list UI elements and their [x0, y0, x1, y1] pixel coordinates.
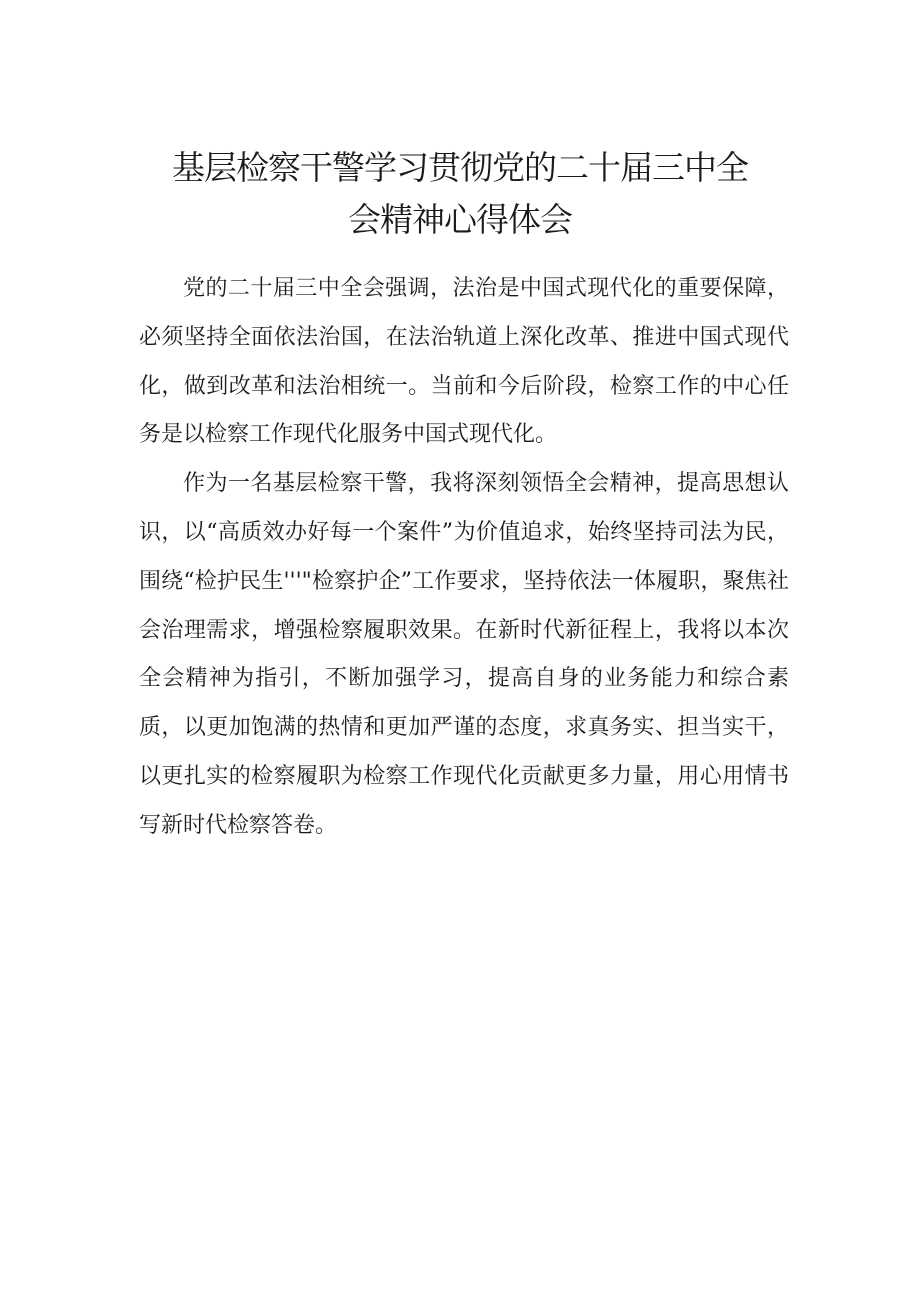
- paragraph-2: 作为一名基层检察干警，我将深刻领悟全会精神，提高思想认识，以“高质效办好每一个案件”为价值追求，始终坚持司法为民，围绕“检护民生'''"检察护企”工作要求，坚持依法一体履职，聚焦社会治理需求，增强检察履职效果。在新时代新征程上，我将以本次全会精神为指引，不断加强学习，提高自身的业务能力和综合素质，以更加饱满的热情和更加严谨的态度，求真务实、担当实干，以更扎实的检察履职为检察工作现代化贡献更多力量，用心用情书写新时代检察答卷。: [139, 471, 789, 838]
- title-line-1: 基层检察干警学习贯彻党的二十届三中全: [172, 148, 748, 187]
- paragraph-1: 党的二十届三中全会强调，法治是中国式现代化的重要保障，必须坚持全面依法治国，在法治轨道上深化改革、推进中国式现代化，做到改革和法治相统一。当前和今后阶段，检察工作的中心任务是以检察工作现代化服务中国式现代化。: [139, 276, 789, 448]
- document-title: [120, 142, 800, 246]
- title-line-2: 会精神心得体会: [348, 200, 572, 239]
- document-body: [139, 265, 789, 851]
